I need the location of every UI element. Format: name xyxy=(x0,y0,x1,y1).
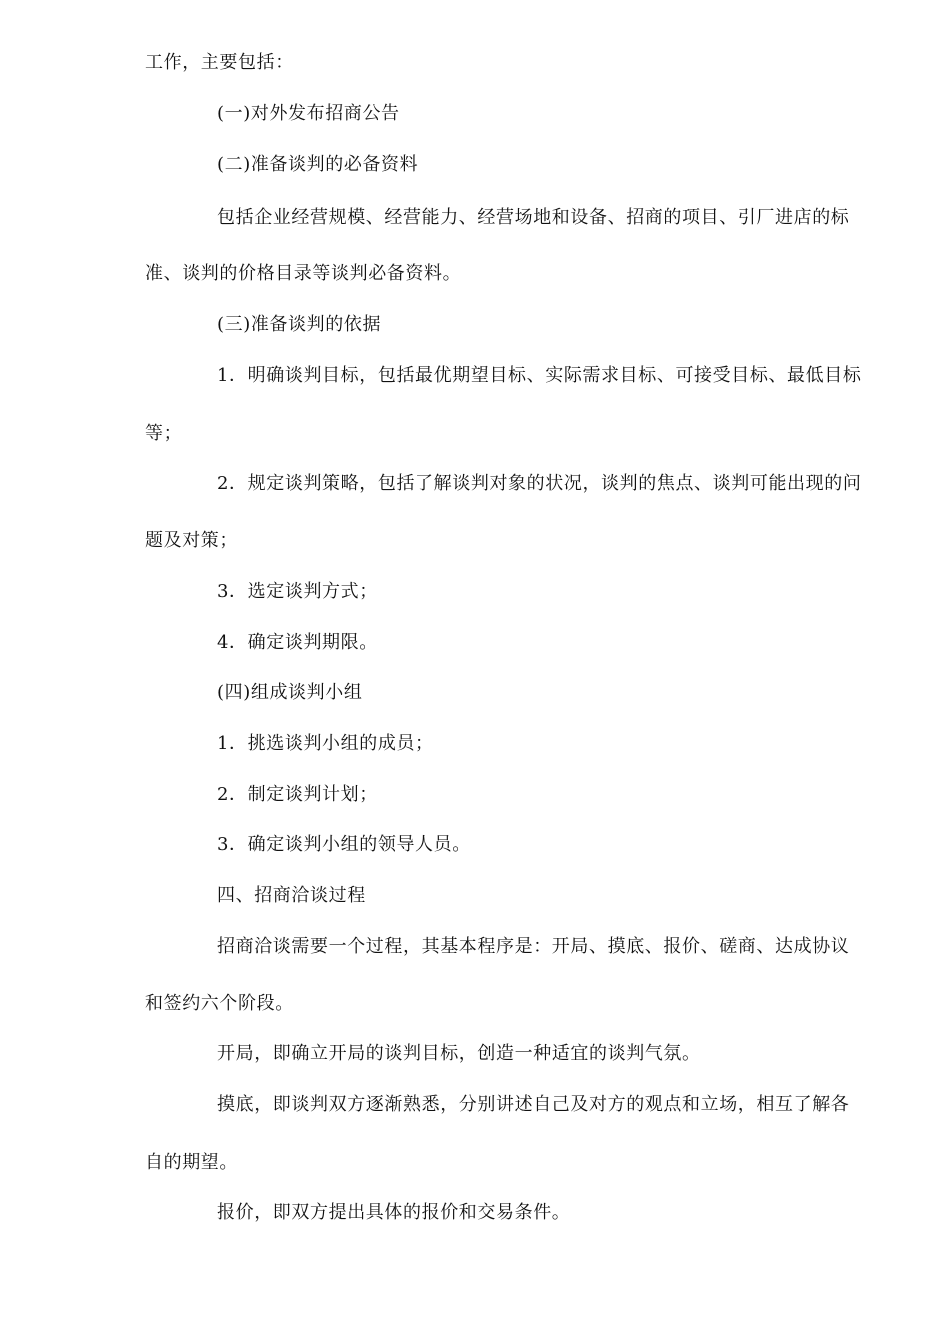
item-3-heading: (三)准备谈判的依据 xyxy=(217,314,382,335)
stage-probing-line-2: 自的期望。 xyxy=(145,1152,238,1173)
item-2-body-line-2: 准、谈判的价格目录等谈判必备资料。 xyxy=(145,263,462,284)
item-4-heading: (四)组成谈判小组 xyxy=(217,682,363,703)
item-4-point-2: 2．制定谈判计划； xyxy=(217,784,378,805)
stage-opening: 开局，即确立开局的谈判目标，创造一种适宜的谈判气氛。 xyxy=(217,1043,701,1064)
stage-quotation: 报价，即双方提出具体的报价和交易条件。 xyxy=(217,1202,571,1223)
item-3-point-4: 4．确定谈判期限。 xyxy=(217,632,378,653)
item-3-point-2-line-1: 2．规定谈判策略，包括了解谈判对象的状况，谈判的焦点、谈判可能出现的问 xyxy=(217,473,862,494)
item-3-point-1-line-2: 等； xyxy=(145,423,183,444)
item-2-heading: (二)准备谈判的必备资料 xyxy=(217,154,419,175)
intro-line: 工作，主要包括： xyxy=(145,52,294,73)
item-3-point-1-line-1: 1．明确谈判目标，包括最优期望目标、实际需求目标、可接受目标、最低目标 xyxy=(217,365,862,386)
section-4-heading: 四、招商洽谈过程 xyxy=(217,885,366,906)
stage-probing-line-1: 摸底，即谈判双方逐渐熟悉，分别讲述自己及对方的观点和立场，相互了解各 xyxy=(217,1094,850,1115)
item-1-heading: (一)对外发布招商公告 xyxy=(217,103,400,124)
item-4-point-3: 3．确定谈判小组的领导人员。 xyxy=(217,834,471,855)
section-4-body-line-2: 和签约六个阶段。 xyxy=(145,993,294,1014)
section-4-body-line-1: 招商洽谈需要一个过程，其基本程序是：开局、摸底、报价、磋商、达成协议 xyxy=(217,936,850,957)
item-2-body-line-1: 包括企业经营规模、经营能力、经营场地和设备、招商的项目、引厂进店的标 xyxy=(217,207,850,228)
item-3-point-3: 3．选定谈判方式； xyxy=(217,581,378,602)
item-4-point-1: 1．挑选谈判小组的成员； xyxy=(217,733,434,754)
item-3-point-2-line-2: 题及对策； xyxy=(145,530,238,551)
